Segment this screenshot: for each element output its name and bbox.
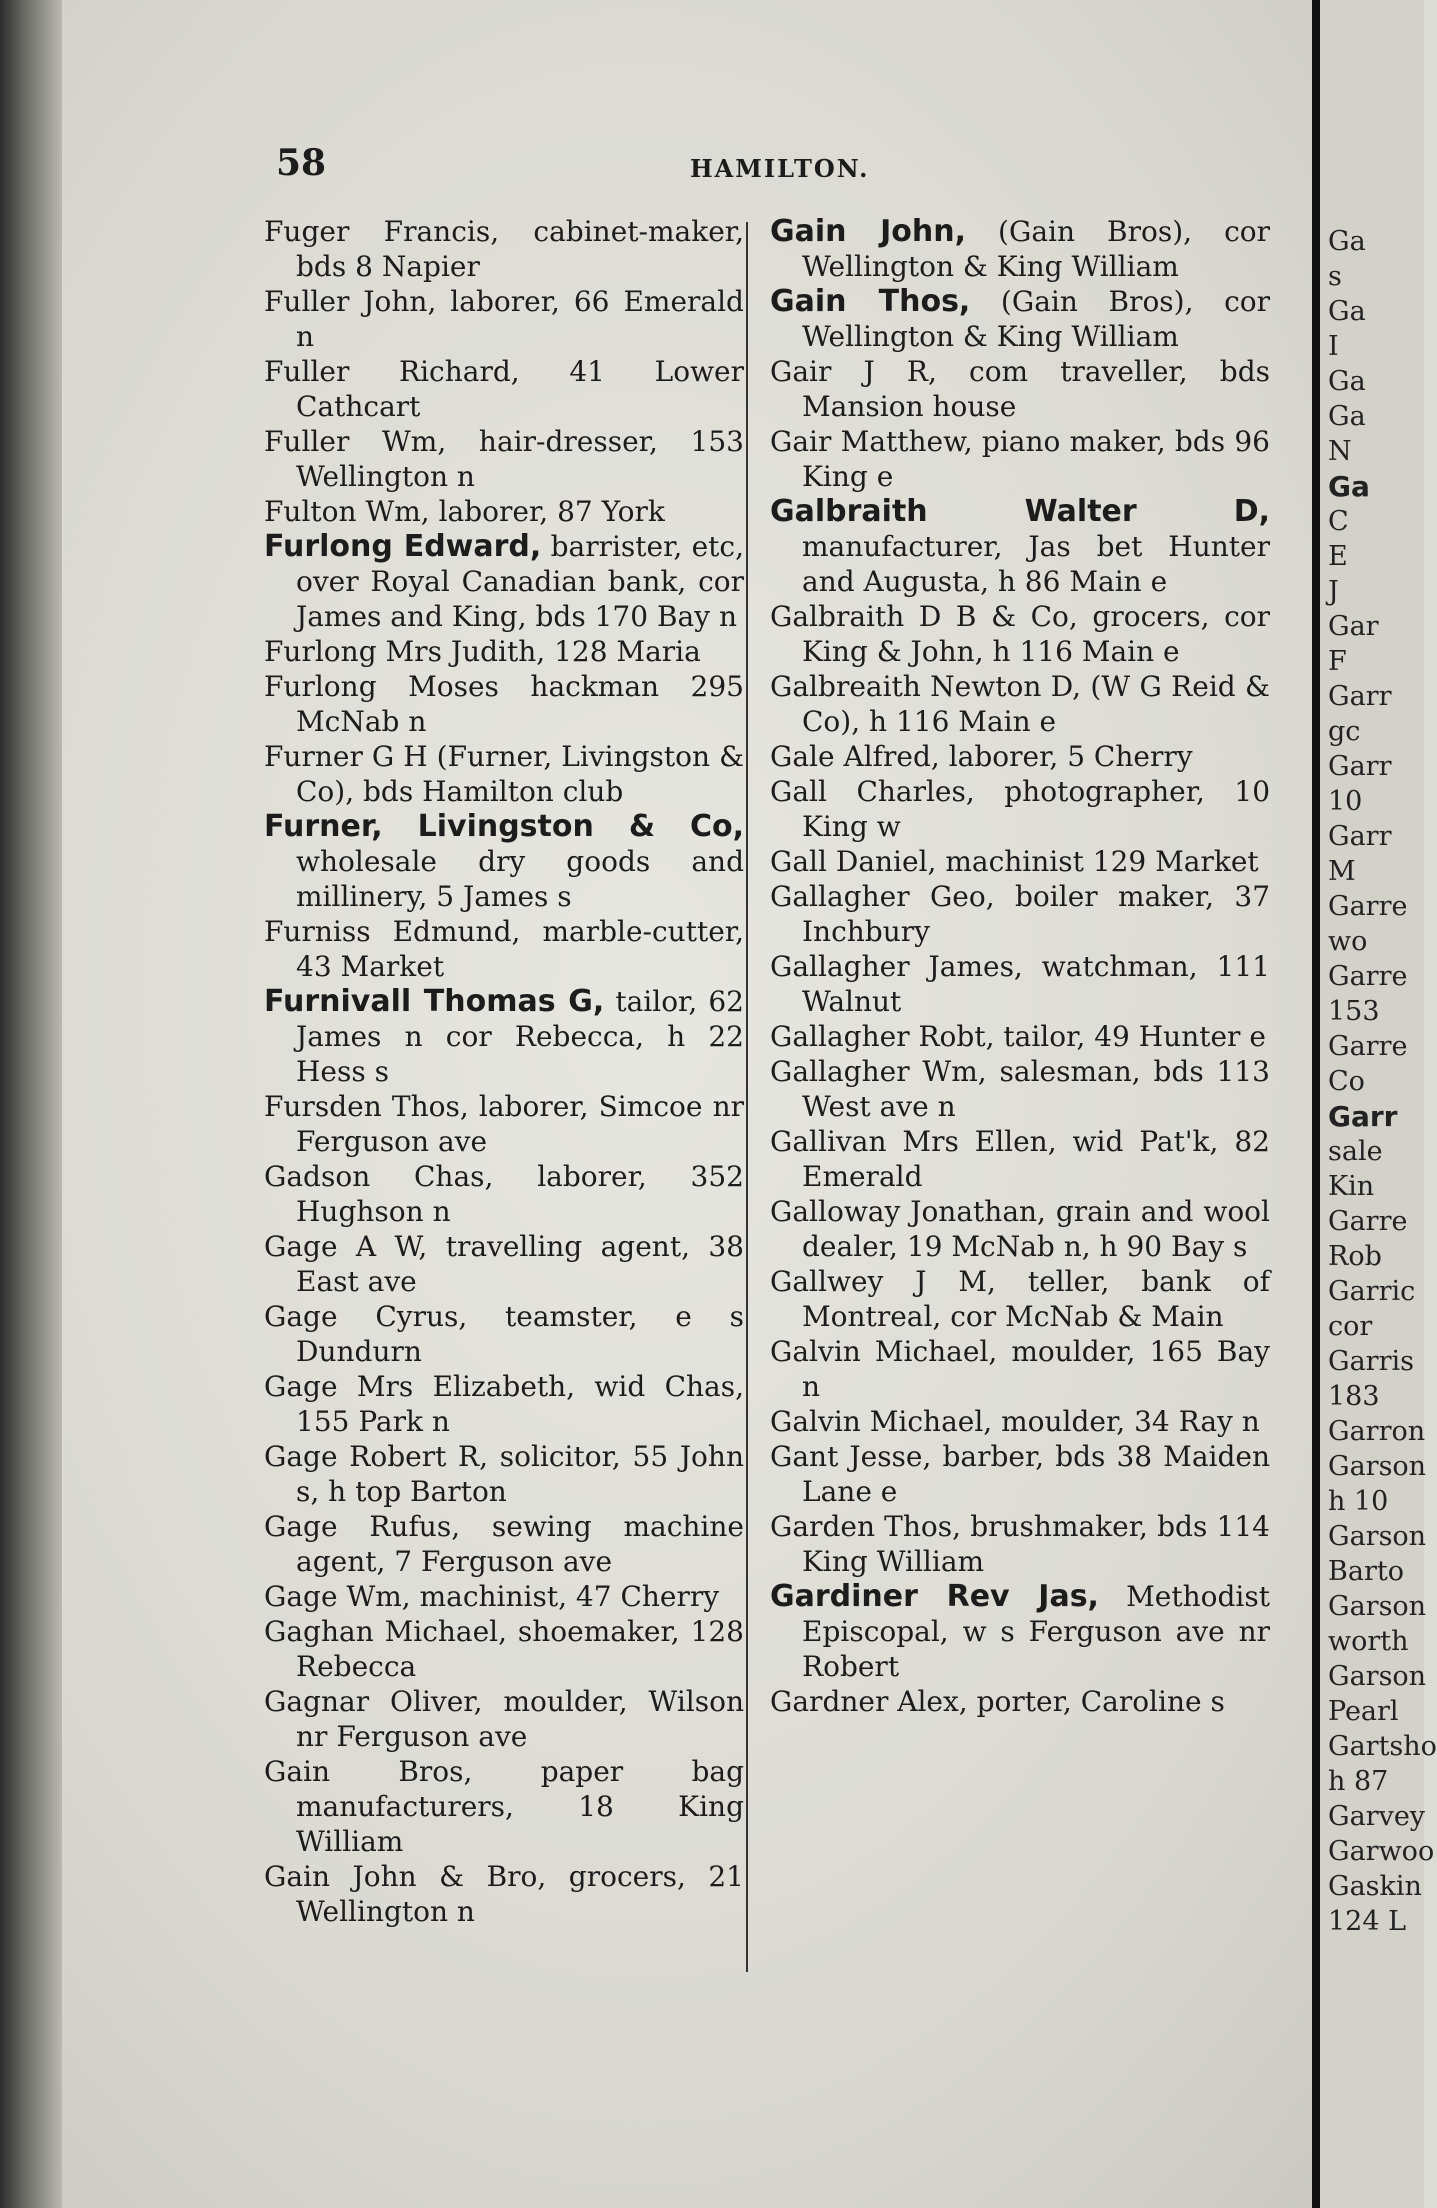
entry-name: Gain John, — [770, 214, 966, 249]
next-page-fragment: Gartsho — [1328, 1731, 1437, 1762]
entry-name: Gale Alfred, — [770, 740, 940, 773]
entry-details: teamster, e s Dundurn — [296, 1300, 744, 1368]
entry-details: (Furner, Livingston & Co), bds Hamilton club — [296, 740, 745, 808]
entry-details: laborer, 5 Cherry — [939, 740, 1193, 773]
next-page-fragment: Garson — [1328, 1661, 1427, 1692]
directory-entry — [264, 424, 744, 494]
directory-entry — [770, 739, 1270, 774]
directory-entry — [770, 1684, 1270, 1719]
entry-details: hair-dresser, 153 Wellington n — [296, 425, 744, 493]
next-page-fragment: Gar — [1328, 611, 1379, 642]
next-page-fragment: Rob — [1328, 1241, 1382, 1272]
next-page-fragment: Ga — [1328, 226, 1366, 257]
directory-entry — [770, 1019, 1270, 1054]
next-page-fragment: Garr — [1328, 1100, 1398, 1133]
directory-entry — [264, 1859, 744, 1929]
entry-name: Galvin Michael, — [770, 1335, 998, 1368]
directory-entry — [770, 599, 1270, 669]
entry-details: solicitor, 55 John s, h top Barton — [296, 1440, 744, 1508]
entry-details: tailor, 49 Hunter e — [994, 1020, 1266, 1053]
entry-details: manufacturer, Jas bet Hunter and Augusta, h 86 Main e — [802, 530, 1270, 598]
entry-details: barrister, etc, over Royal Canadian bank, cor James and King, bds 170 Bay n — [296, 530, 744, 633]
book-binding-shadow — [0, 0, 62, 2208]
entry-name: Gage A W, — [264, 1230, 428, 1263]
entry-name: Garden Thos, — [770, 1510, 962, 1543]
directory-entry — [264, 739, 744, 809]
entry-name: Galbraith Walter D, — [770, 494, 1270, 529]
next-page-fragment: Garron — [1328, 1416, 1426, 1447]
entry-name: Gain Thos, — [770, 284, 971, 319]
entry-details: piano maker, bds 96 King e — [802, 425, 1270, 493]
directory-entry — [264, 1229, 744, 1299]
entry-details: sewing machine agent, 7 Ferguson ave — [296, 1510, 744, 1578]
page-number: 58 — [276, 142, 327, 184]
entry-name: Gardner Alex, — [770, 1685, 968, 1718]
directory-entry — [264, 984, 744, 1089]
next-page-fragment: gc — [1328, 716, 1361, 747]
entry-details: moulder, 165 Bay n — [802, 1335, 1270, 1403]
entry-name: Gallwey J M, — [770, 1265, 996, 1298]
directory-entry — [770, 844, 1270, 879]
next-page-fragment: J — [1328, 576, 1339, 607]
directory-entry — [770, 1264, 1270, 1334]
entry-name: Gallagher Geo, — [770, 880, 995, 913]
entry-name: Galloway Jonathan, — [770, 1195, 1046, 1228]
right-column — [770, 214, 1270, 1719]
entry-details: barber, bds 38 Maiden Lane e — [802, 1440, 1271, 1508]
directory-entry — [264, 494, 744, 529]
entry-name: Fuller Wm, — [264, 425, 447, 458]
next-page-fragment: Gaskin — [1328, 1871, 1422, 1902]
entry-details: laborer, 352 Hughson n — [296, 1160, 744, 1228]
directory-entry — [264, 1299, 744, 1369]
directory-entry — [770, 1124, 1270, 1194]
entry-details: cabinet-maker, bds 8 Napier — [296, 215, 744, 283]
entry-name: Fuller John, — [264, 285, 437, 318]
entry-name: Gadson Chas, — [264, 1160, 494, 1193]
directory-entry — [264, 1159, 744, 1229]
entry-name: Furniss Edmund, — [264, 915, 521, 948]
entry-name: Gage Robert R, — [264, 1440, 489, 1473]
next-page-fragment: Garvey — [1328, 1801, 1426, 1832]
next-page-fragment: 10 — [1328, 786, 1363, 817]
next-page-fragment: Garre — [1328, 1031, 1408, 1062]
entry-details: com traveller, bds Mansion house — [802, 355, 1270, 423]
directory-entry — [264, 354, 744, 424]
next-page-fragment: Garson — [1328, 1521, 1427, 1552]
entry-name: Gair J R, — [770, 355, 937, 388]
entry-details: 41 Lower Cathcart — [296, 355, 744, 423]
next-page-fragment: Garre — [1328, 1206, 1408, 1237]
entry-details: paper bag manufacturers, 18 King William — [296, 1755, 744, 1858]
entry-details: shoemaker, 128 Rebecca — [296, 1615, 744, 1683]
next-page-fragment: h 10 — [1328, 1486, 1389, 1517]
next-page-fragment: wo — [1328, 926, 1368, 957]
entry-details: (Gain Bros), cor Wellington & King William — [802, 215, 1271, 283]
next-page-fragment: sale — [1328, 1136, 1383, 1167]
entry-name: Fursden Thos, — [264, 1090, 469, 1123]
entry-name: Gage Mrs Elizabeth, — [264, 1370, 576, 1403]
directory-entry — [264, 809, 744, 914]
entry-name: Fuller Richard, — [264, 355, 520, 388]
directory-entry — [770, 1054, 1270, 1124]
entry-details: watchman, 111 Walnut — [802, 950, 1270, 1018]
next-page-fragment: 183 — [1328, 1381, 1380, 1412]
next-page-fragment: 124 L — [1328, 1906, 1407, 1937]
next-page-fragment: Ga — [1328, 296, 1366, 327]
directory-entry — [770, 1579, 1270, 1684]
directory-entry — [770, 354, 1270, 424]
entry-name: Gardiner Rev Jas, — [770, 1579, 1099, 1614]
entry-details: (W G Reid & Co), h 116 Main e — [802, 670, 1270, 738]
next-page-fragment: 153 — [1328, 996, 1380, 1027]
entry-details: 128 Maria — [545, 635, 701, 668]
entry-name: Gagnar Oliver, — [264, 1685, 483, 1718]
directory-entry — [264, 1369, 744, 1439]
entry-name: Gain Bros, — [264, 1755, 473, 1788]
directory-entry — [770, 1439, 1270, 1509]
entry-name: Fulton Wm, — [264, 495, 430, 528]
next-page-fragment: F — [1328, 646, 1347, 677]
next-page-fragment: Ga — [1328, 470, 1370, 503]
entry-name: Gair Matthew, — [770, 425, 973, 458]
entry-name: Gall Daniel, — [770, 845, 937, 878]
next-page-fragment: I — [1328, 331, 1339, 362]
directory-entry — [770, 424, 1270, 494]
entry-name: Furlong Moses — [264, 670, 499, 703]
next-page-fragment: s — [1328, 261, 1342, 292]
directory-entry — [770, 879, 1270, 949]
entry-name: Galvin Michael, — [770, 1405, 993, 1438]
entry-name: Gall Charles, — [770, 775, 975, 808]
next-page-fragment: Ga — [1328, 366, 1366, 397]
entry-name: Galbraith D B & Co, — [770, 600, 1078, 633]
next-page-fragment: Barto — [1328, 1556, 1404, 1587]
directory-entry — [770, 1404, 1270, 1439]
entry-details: Methodist Episcopal, w s Ferguson ave nr Robert — [802, 1580, 1270, 1683]
directory-entry — [264, 214, 744, 284]
entry-name: Furner, Livingston & Co, — [264, 809, 744, 844]
directory-entry — [264, 914, 744, 984]
next-page-fragment: Garson — [1328, 1451, 1427, 1482]
entry-name: Gain John & Bro, — [264, 1860, 547, 1893]
next-page-fragment: C — [1328, 506, 1349, 537]
entry-details: teller, bank of Montreal, cor McNab & Main — [802, 1265, 1270, 1333]
entry-details: moulder, 34 Ray n — [992, 1405, 1260, 1438]
running-head: HAMILTON. — [690, 154, 870, 183]
next-page-fragment: Kin — [1328, 1171, 1375, 1202]
directory-entry — [264, 1614, 744, 1684]
directory-entry — [770, 949, 1270, 1019]
entry-details: brushmaker, bds 114 King William — [802, 1510, 1270, 1578]
directory-entry — [264, 1684, 744, 1754]
next-page-fragment: Garson — [1328, 1591, 1427, 1622]
entry-name: Gallagher Wm, — [770, 1055, 987, 1088]
next-page-fragment: Garris — [1328, 1346, 1414, 1377]
entry-name: Gage Wm, — [264, 1580, 411, 1613]
entry-details: porter, Caroline s — [967, 1685, 1225, 1718]
entry-details: laborer, 66 Emerald n — [296, 285, 744, 353]
next-page-fragment: Garwoo — [1328, 1836, 1435, 1867]
next-page-fragment: Garr — [1328, 681, 1392, 712]
directory-entry — [264, 634, 744, 669]
column-divider — [746, 222, 748, 1972]
entry-details: wid Chas, 155 Park n — [296, 1370, 744, 1438]
entry-name: Furnivall Thomas G, — [264, 984, 605, 1019]
next-page-fragment: cor — [1328, 1311, 1373, 1342]
directory-entry — [770, 284, 1270, 354]
entry-name: Gallagher Robt, — [770, 1020, 995, 1053]
entry-details: machinist 129 Market — [936, 845, 1259, 878]
next-page-fragment: Co — [1328, 1066, 1365, 1097]
entry-name: Gallivan Mrs Ellen, — [770, 1125, 1057, 1158]
adjacent-page-fragment — [1320, 0, 1437, 2208]
entry-details: laborer, 87 York — [429, 495, 665, 528]
entry-details: grain and wool dealer, 19 McNab n, h 90 Bay s — [802, 1195, 1270, 1263]
directory-entry — [770, 669, 1270, 739]
directory-entry — [264, 1089, 744, 1159]
entry-details: photographer, 10 King w — [802, 775, 1271, 843]
entry-name: Gage Rufus, — [264, 1510, 461, 1543]
directory-entry — [770, 1509, 1270, 1579]
directory-entry — [770, 1194, 1270, 1264]
entry-details: tailor, 62 James n cor Rebecca, h 22 Hess s — [296, 985, 744, 1088]
next-page-fragment: Garre — [1328, 961, 1408, 992]
next-page-fragment: Pearl — [1328, 1696, 1399, 1727]
entry-name: Gallagher James, — [770, 950, 1023, 983]
next-page-fragment: h 87 — [1328, 1766, 1389, 1797]
entry-details: grocers, cor King & John, h 116 Main e — [802, 600, 1270, 668]
entry-name: Galbreaith Newton D, — [770, 670, 1082, 703]
page-edge — [1312, 0, 1320, 2208]
entry-details: boiler maker, 37 Inchbury — [802, 880, 1271, 948]
entry-details: moulder, Wilson nr Ferguson ave — [296, 1685, 745, 1753]
entry-name: Gaghan Michael, — [264, 1615, 508, 1648]
entry-name: Furner G H — [264, 740, 428, 773]
next-page-fragment: Garre — [1328, 891, 1408, 922]
entry-details: laborer, Simcoe nr Ferguson ave — [296, 1090, 744, 1158]
next-page-fragment: Garr — [1328, 821, 1392, 852]
entry-details: (Gain Bros), cor Wellington & King William — [802, 285, 1270, 353]
next-page-fragment: worth — [1328, 1626, 1409, 1657]
directory-entry — [770, 214, 1270, 284]
entry-details: hackman 295 McNab n — [296, 670, 744, 738]
entry-details: wid Pat'k, 82 Emerald — [802, 1125, 1270, 1193]
next-page-fragment: Ga — [1328, 401, 1366, 432]
entry-details: marble-cutter, 43 Market — [296, 915, 744, 983]
directory-entry — [264, 1754, 744, 1859]
next-page-fragment: Garr — [1328, 751, 1392, 782]
directory-entry — [264, 669, 744, 739]
directory-entry — [770, 494, 1270, 599]
entry-details: salesman, bds 113 West ave n — [802, 1055, 1270, 1123]
entry-name: Furlong Edward, — [264, 529, 542, 564]
entry-name: Gant Jesse, — [770, 1440, 932, 1473]
directory-entry — [264, 1579, 744, 1614]
entry-details: grocers, 21 Wellington n — [296, 1860, 744, 1928]
directory-entry — [770, 1334, 1270, 1404]
entry-name: Gage Cyrus, — [264, 1300, 468, 1333]
directory-entry — [264, 529, 744, 634]
entry-details: travelling agent, 38 East ave — [296, 1230, 744, 1298]
directory-entry — [770, 774, 1270, 844]
next-page-fragment: M — [1328, 856, 1356, 887]
directory-entry — [264, 284, 744, 354]
entry-name: Fuger Francis, — [264, 215, 500, 248]
entry-details: machinist, 47 Cherry — [410, 1580, 720, 1613]
directory-entry — [264, 1439, 744, 1509]
left-column — [264, 214, 744, 1929]
next-page-fragment: N — [1328, 436, 1352, 467]
next-page-fragment: Garric — [1328, 1276, 1416, 1307]
next-page-fragment: E — [1328, 541, 1348, 572]
entry-name: Furlong Mrs Judith, — [264, 635, 546, 668]
directory-entry — [264, 1509, 744, 1579]
entry-details: wholesale dry goods and millinery, 5 James s — [296, 845, 744, 913]
